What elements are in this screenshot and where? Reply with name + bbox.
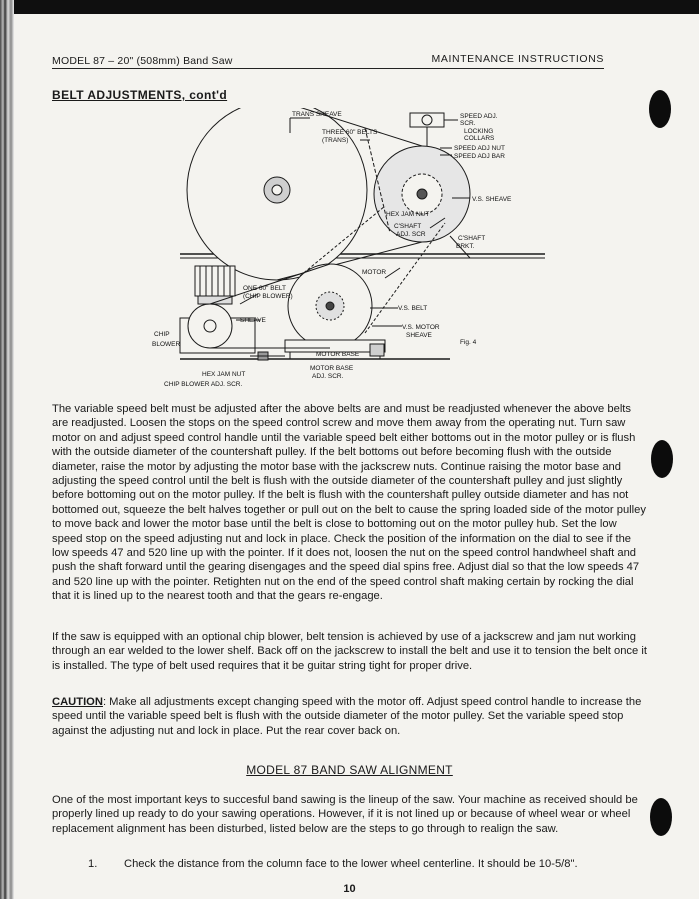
label-motor-base-adj-scr: ADJ. SCR. xyxy=(312,373,344,380)
caution-text: : Make all adjustments except changing speed with the motor off. Adjust speed control handle to increase the speed until the variable speed belt is flush with the outside diameter of the motor pulley. Set the variable speed stop against the adjusting nut and lock in place. Put the rear cover back on. xyxy=(52,696,642,737)
punch-hole-bottom xyxy=(650,798,672,836)
label-speed-adj-scr: SCR. xyxy=(460,120,476,127)
label-vs-motor-sheave: SHEAVE xyxy=(406,332,432,339)
label-one-belt: ONE 60" BELT xyxy=(243,285,287,292)
section-title: BELT ADJUSTMENTS, cont'd xyxy=(52,88,228,102)
label-blower: BLOWER xyxy=(152,341,181,348)
paragraph-chip-blower: If the saw is equipped with an optional chip blower, belt tension is achieved by use of a jackscrew and jam nut working through an ear welded to the lower shelf. Back off on the jackscrew to install the belt and use it to tension the belt once it is installed. The type of belt used requires that it be guitar string tight for proper drive. xyxy=(52,631,647,672)
label-cshaft-adj-scr: ADJ. SCR xyxy=(396,231,426,238)
label-three-belts: THREE 60" BELTS xyxy=(322,129,378,136)
label-speed-adj-bar: SPEED ADJ BAR xyxy=(454,153,505,160)
label-locking: LOCKING xyxy=(464,128,494,135)
label-cshaft-brkt: C'SHAFT xyxy=(458,235,486,242)
label-hex-jam-nut: HEX JAM NUT xyxy=(386,211,430,218)
header-model: MODEL 87 – 20" (508mm) Band Saw xyxy=(52,55,233,67)
alignment-heading: MODEL 87 BAND SAW ALIGNMENT xyxy=(246,763,453,777)
label-hex-jam-nut-2: HEX JAM NUT xyxy=(202,371,246,378)
step-number: 1. xyxy=(88,858,98,870)
label-speed-adj-nut: SPEED ADJ NUT xyxy=(454,145,505,152)
label-cshaft-brkt-2: BRKT. xyxy=(456,243,475,250)
header-section: MAINTENANCE INSTRUCTIONS xyxy=(431,53,604,65)
page-number: 10 xyxy=(343,883,356,895)
label-three-belts-trans: (TRANS) xyxy=(322,137,349,144)
label-vs-sheave: V.S. SHEAVE xyxy=(472,196,512,203)
paragraph-alignment-intro: One of the most important keys to succesful band sawing is the lineup of the saw. Your machine as received should be properly lined up ready to do your sawing operations. However, if it is not lined up or because of wheel wear or wheel replacement alignment has been disturbed, listed below are the steps to go through to realign the saw. xyxy=(52,794,638,835)
page-top-shadow xyxy=(0,0,699,14)
caution-label: CAUTION xyxy=(52,696,103,708)
label-vs-belt: V.S. BELT xyxy=(398,305,428,312)
punch-hole-middle xyxy=(651,440,673,478)
punch-hole-top xyxy=(649,90,671,128)
paragraph-caution xyxy=(52,695,648,738)
paragraph-vs-belt: The variable speed belt must be adjusted after the above belts are and must be readjusted whenever the above belts are readjusted. Loosen the stops on the speed control screw and move them away from the operating nut. Turn saw motor on and adjust speed control handle until the variable speed belt either bottoms out in the motor pulley or is flush with the outside diameter of the countershaft pulley. If the belt bottoms out before becoming flush with the outside diameter, raise the motor by adjusting the motor base with the jackscrew nuts. Continue raising the motor base and adjusting the speed control until the belt is flush with the outside diameter of the countershaft pulley and just slightly before bottoming out on the motor pulley. If the belt is flush with the countershaft pulley outside diameter and has not bottomed out, squeeze the belt halves together or pull out on the belt to cause the spring loaded side of the motor pulley to move back and lower the motor base until the belt is close to bottoming out on the motor pulley hub. Set the low speed stop on the speed adjusting nut and lock in place. Check the position of the information on the dial to see if the low speeds 47 and 520 line up with the pointer. If it does not, loosen the nut on the speed control handwheel shaft and push the shaft forward until the gearing disengages and the speed dial spins free. Adjust dial so that the low speeds 47 and 520 line up with the pointer. Retighten nut on the end of the speed control shaft making certain by rocking the dial that it is lined up to the nearest tooth and that the gears re-engage. xyxy=(52,403,646,603)
page-header xyxy=(52,48,604,69)
belt-diagram xyxy=(140,108,560,393)
label-fig-number: Fig. 4 xyxy=(460,339,477,346)
label-chip-blower-adj: CHIP BLOWER ADJ. SCR. xyxy=(164,381,243,388)
label-chip: CHIP xyxy=(154,331,170,338)
label-speed-adj: SPEED ADJ. xyxy=(460,113,498,120)
label-vs-motor: V.S. MOTOR xyxy=(402,324,440,331)
label-sheave: SHEAVE xyxy=(240,317,266,324)
label-collars: COLLARS xyxy=(464,135,495,142)
step-text: Check the distance from the column face to the lower wheel centerline. It should be 10-5/8". xyxy=(124,858,578,870)
label-trans-sheave: TRANS SHEAVE xyxy=(292,111,342,118)
label-chip-blower-belt: (CHIP BLOWER) xyxy=(243,293,293,300)
label-motor-base-adj: MOTOR BASE xyxy=(310,365,354,372)
label-motor-base: MOTOR BASE xyxy=(316,351,360,358)
label-motor: MOTOR xyxy=(362,269,387,276)
label-cshaft-adj: C'SHAFT xyxy=(394,223,422,230)
